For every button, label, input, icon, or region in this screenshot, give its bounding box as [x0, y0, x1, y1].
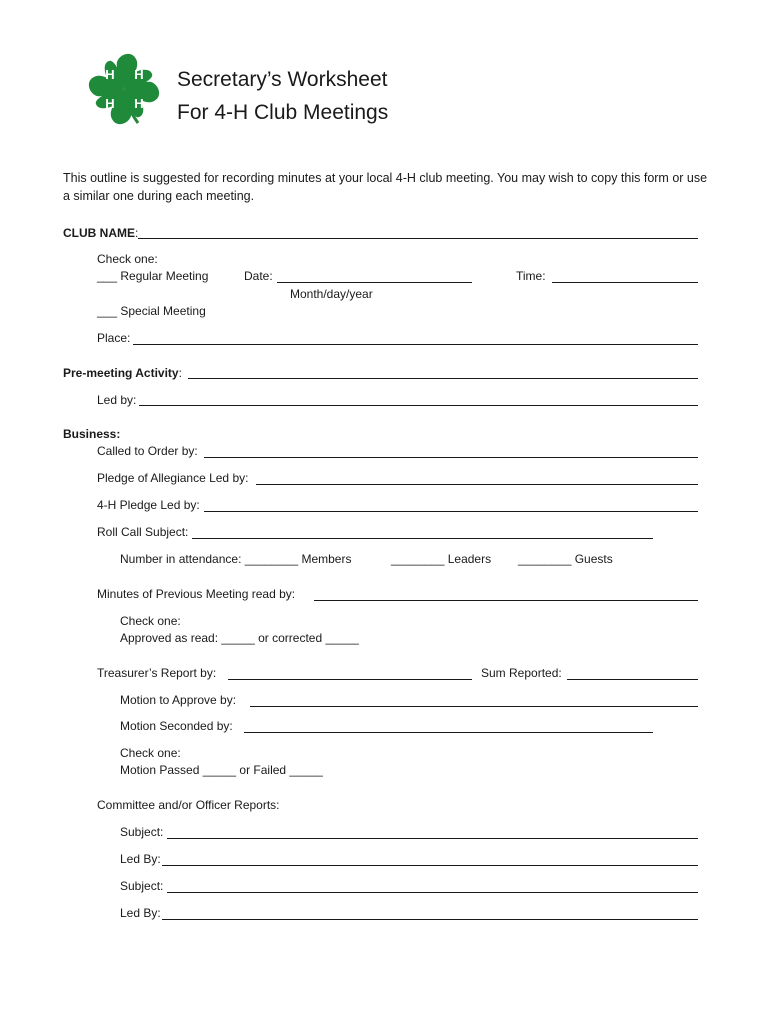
called-to-order-label: Called to Order by:	[97, 444, 198, 458]
place-label: Place:	[97, 331, 131, 345]
sum-reported-field[interactable]	[567, 679, 698, 680]
report-subject-label-2: Subject:	[120, 879, 164, 893]
logo-letter-top-right: H	[134, 67, 144, 82]
sum-reported-label: Sum Reported:	[481, 666, 562, 680]
logo-letter-bottom-right: H	[134, 96, 144, 111]
report-led-by-field-1[interactable]	[162, 865, 698, 866]
premeeting-field[interactable]	[188, 378, 698, 379]
roll-call-label: Roll Call Subject:	[97, 525, 189, 539]
premeeting-led-by-field[interactable]	[139, 405, 698, 406]
minutes-previous-label: Minutes of Previous Meeting read by:	[97, 587, 296, 601]
four-h-clover-logo	[88, 53, 160, 129]
page-title-line1: Secretary’s Worksheet	[177, 68, 388, 91]
motion-approve-field[interactable]	[250, 706, 698, 707]
treasurer-report-label: Treasurer’s Report by:	[97, 666, 217, 680]
club-name-field[interactable]	[138, 238, 698, 239]
minutes-previous-field[interactable]	[314, 600, 698, 601]
pledge-4h-field[interactable]	[204, 511, 698, 512]
motion-approve-label: Motion to Approve by:	[120, 693, 237, 707]
roll-call-field[interactable]	[192, 538, 653, 539]
premeeting-colon: :	[178, 366, 182, 380]
pledge-allegiance-field[interactable]	[256, 484, 698, 485]
regular-meeting-option[interactable]: ___ Regular Meeting	[97, 269, 209, 283]
premeeting-led-by-label: Led by:	[97, 393, 137, 407]
club-name-colon: :	[135, 226, 139, 240]
motion-passed-failed[interactable]: Motion Passed _____ or Failed _____	[120, 763, 323, 777]
business-label: Business:	[63, 427, 121, 441]
logo-letter-bottom-left: H	[105, 96, 115, 111]
date-label: Date:	[244, 269, 273, 283]
attendance-members[interactable]: Number in attendance: ________ Members	[120, 552, 352, 566]
date-field[interactable]	[277, 282, 472, 283]
minutes-check-one: Check one:	[120, 614, 181, 628]
time-label: Time:	[516, 269, 546, 283]
time-field[interactable]	[552, 282, 698, 283]
club-name-label: CLUB NAME	[63, 226, 135, 240]
special-meeting-option[interactable]: ___ Special Meeting	[97, 304, 206, 318]
pledge-4h-label: 4-H Pledge Led by:	[97, 498, 200, 512]
motion-seconded-label: Motion Seconded by:	[120, 719, 233, 733]
report-subject-field-2[interactable]	[167, 892, 698, 893]
report-led-by-field-2[interactable]	[162, 919, 698, 920]
premeeting-row	[63, 365, 182, 381]
club-name-row	[63, 225, 138, 241]
approved-or-corrected[interactable]: Approved as read: _____ or corrected _____	[120, 631, 359, 645]
page-title-line2: For 4-H Club Meetings	[177, 101, 389, 124]
treasurer-report-field[interactable]	[228, 679, 472, 680]
meeting-type-check-one: Check one:	[97, 252, 158, 266]
report-led-by-label-2: Led By:	[120, 906, 161, 920]
logo-letter-top-left: H	[105, 67, 115, 82]
called-to-order-field[interactable]	[204, 457, 698, 458]
date-format-hint: Month/day/year	[290, 287, 373, 301]
report-led-by-label-1: Led By:	[120, 852, 161, 866]
place-field[interactable]	[133, 344, 698, 345]
attendance-leaders[interactable]: ________ Leaders	[391, 552, 492, 566]
intro-paragraph: This outline is suggested for recording minutes at your local 4-H club meeting. You may wish to copy this form or use a similar one during each meeting.	[63, 171, 708, 203]
attendance-guests[interactable]: ________ Guests	[518, 552, 613, 566]
motion-seconded-field[interactable]	[244, 732, 653, 733]
motion-check-one: Check one:	[120, 746, 181, 760]
report-subject-label-1: Subject:	[120, 825, 164, 839]
committee-reports-label: Committee and/or Officer Reports:	[97, 798, 280, 812]
pledge-allegiance-label: Pledge of Allegiance Led by:	[97, 471, 249, 485]
premeeting-label: Pre-meeting Activity	[63, 366, 179, 380]
report-subject-field-1[interactable]	[167, 838, 698, 839]
